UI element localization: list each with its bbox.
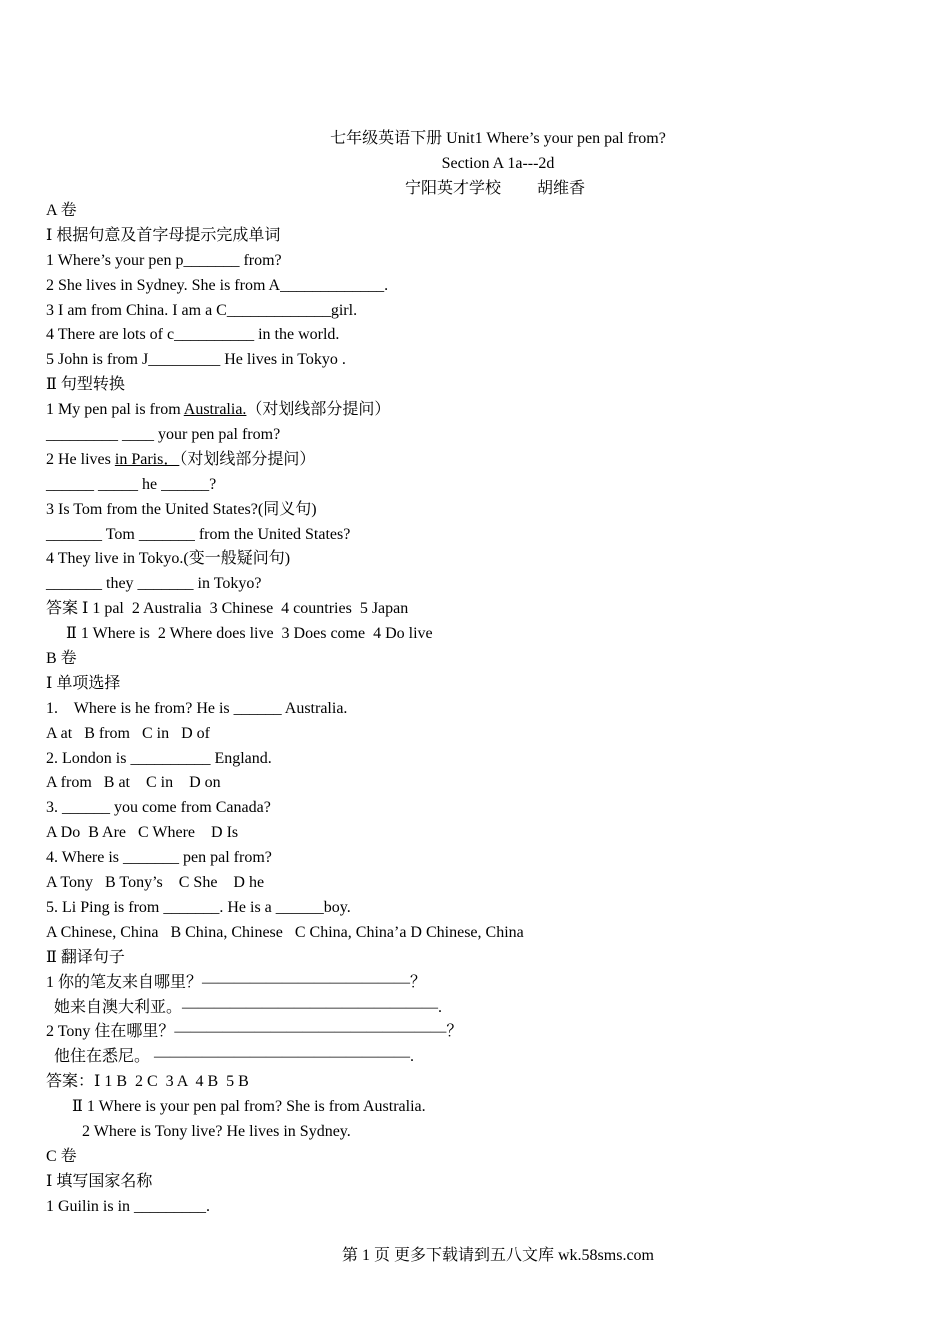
q2-underlined: in Paris． bbox=[114, 450, 180, 468]
part-a-q1-answer-line: _________ ____ your pen pal from? bbox=[46, 426, 281, 444]
part-b-options: A Do B Are C Where D Is bbox=[46, 824, 239, 842]
part-b-answer-key-1: 答案：Ⅰ 1 B 2 C 3 A 4 B 5 B bbox=[46, 1073, 249, 1091]
part-b-item: 2. London is __________ England. bbox=[46, 749, 272, 767]
part-b-item: 4. Where is _______ pen pal from? bbox=[46, 849, 272, 867]
q1-underlined: Australia. bbox=[183, 401, 247, 419]
part-a-s1-item: 3 I am from China. I am a C_____________girl. bbox=[46, 301, 358, 319]
part-b-options: A at B from C in D of bbox=[46, 724, 210, 742]
document-title: 七年级英语下册 Unit1 Where’s your pen pal from? bbox=[330, 130, 666, 147]
part-a-q2-answer-line: ______ _____ he ______? bbox=[46, 475, 217, 493]
part-b-answer-key-3: 2 Where is Tony live? He lives in Sydney. bbox=[82, 1122, 351, 1140]
part-b-answer-key-2: Ⅱ 1 Where is your pen pal from? She is from Australia. bbox=[72, 1098, 426, 1116]
document-header bbox=[0, 126, 950, 201]
part-a-q4: 4 They live in Tokyo.(变一般疑问句) bbox=[46, 550, 291, 568]
part-c-item: 1 Guilin is in _________. bbox=[46, 1197, 211, 1215]
translation-2: 2 Tony 住在哪里？—————————————————？ bbox=[46, 1023, 463, 1041]
part-a-q1 bbox=[46, 398, 906, 423]
part-a-answer-key-1: 答案 Ⅰ 1 pal 2 Australia 3 Chinese 4 countries 5 Japan bbox=[46, 600, 409, 618]
translation-1: 1 你的笔友来自哪里？—————————————？ bbox=[46, 973, 427, 991]
part-a-q4-answer-line: _______ they _______ in Tokyo? bbox=[46, 575, 262, 593]
part-a-q3: 3 Is Tom from the United States?(同义句) bbox=[46, 500, 317, 518]
part-b-section2-heading: Ⅱ 翻译句子 bbox=[46, 948, 125, 966]
section-subtitle: Section A 1a---2d bbox=[441, 155, 555, 172]
q1-instruction: （对划线部分提问） bbox=[246, 401, 391, 419]
part-a-q3-answer-line: _______ Tom _______ from the United States? bbox=[46, 525, 351, 543]
part-b-item: 5. Li Ping is from _______. He is a ______boy. bbox=[46, 898, 351, 916]
part-b-options: A Chinese, China B China, Chinese C China, China’a D Chinese, China bbox=[46, 923, 524, 941]
q2-text: 2 He lives bbox=[46, 450, 115, 468]
part-c-label: C 卷 bbox=[46, 1147, 77, 1165]
part-a-s1-item: 4 There are lots of c__________ in the world. bbox=[46, 326, 340, 344]
document-body bbox=[46, 199, 906, 1220]
part-b-options: A from B at C in D on bbox=[46, 774, 221, 792]
translation-1-answer: 她来自澳大利亚。————————————————. bbox=[54, 998, 443, 1016]
part-a-s1-item: 1 Where’s your pen p_______ from? bbox=[46, 251, 282, 269]
part-c-section1-heading: Ⅰ 填写国家名称 bbox=[46, 1172, 153, 1190]
part-b-item: 1. Where is he from? He is ______ Australia. bbox=[46, 699, 348, 717]
translation-2-answer: 他住在悉尼。 ————————————————. bbox=[54, 1048, 415, 1066]
page-footer: 第 1 页 更多下载请到五八文库 wk.58sms.com bbox=[341, 1247, 654, 1264]
part-b-options: A Tony B Tony’s C She D he bbox=[46, 874, 265, 892]
q1-text: 1 My pen pal is from bbox=[46, 401, 184, 419]
part-a-section2-heading: Ⅱ 句型转换 bbox=[46, 376, 125, 394]
part-a-section1-heading: Ⅰ 根据句意及首字母提示完成单词 bbox=[46, 226, 281, 244]
part-a-s1-item: 5 John is from J_________ He lives in Tokyo . bbox=[46, 351, 346, 369]
part-a-s1-item: 2 She lives in Sydney. She is from A_____________. bbox=[46, 276, 389, 294]
part-a-q2 bbox=[46, 448, 906, 473]
part-b-item: 3. ______ you come from Canada? bbox=[46, 799, 271, 817]
part-b-section1-heading: Ⅰ 单项选择 bbox=[46, 674, 121, 692]
q2-instruction: （对划线部分提问） bbox=[179, 450, 316, 468]
part-a-label: A 卷 bbox=[46, 202, 77, 219]
school-author: 宁阳英才学校 胡维香 bbox=[404, 180, 585, 197]
part-b-label: B 卷 bbox=[46, 650, 77, 668]
part-a-answer-key-2: Ⅱ 1 Where is 2 Where does live 3 Does come 4 Do live bbox=[66, 625, 433, 643]
